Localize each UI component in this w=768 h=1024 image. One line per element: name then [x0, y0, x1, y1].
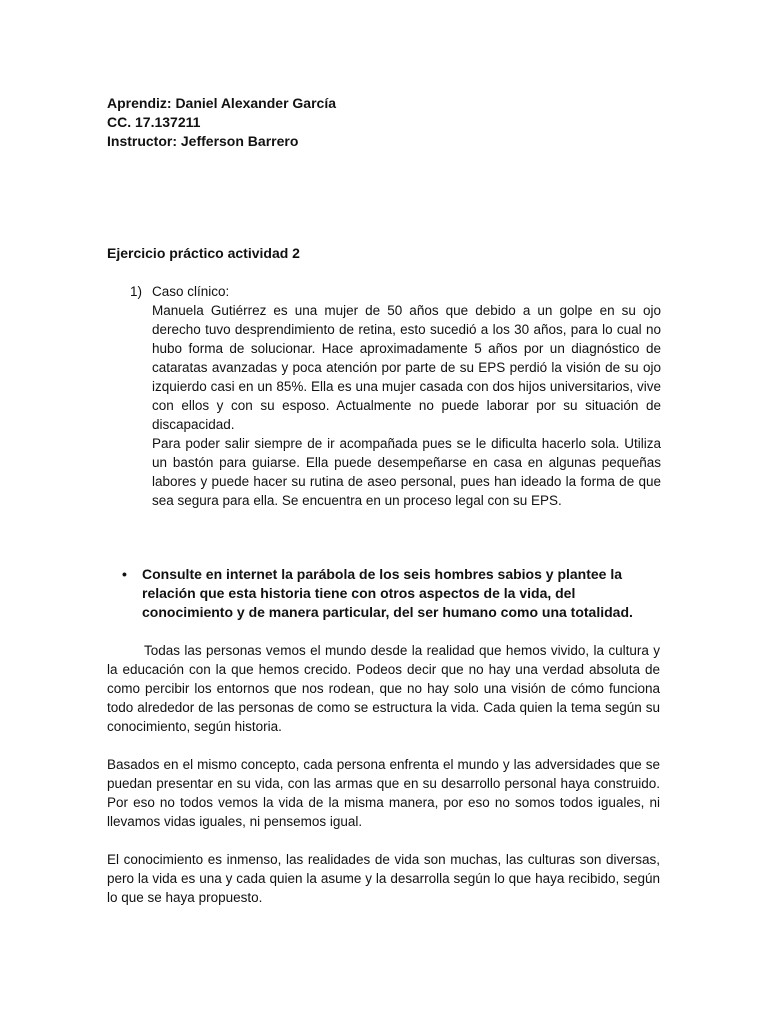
exercise-title: Ejercicio práctico actividad 2	[107, 245, 300, 261]
bullet-marker: •	[122, 566, 127, 582]
case-label: Caso clínico:	[152, 284, 230, 299]
case-paragraph-1: Manuela Gutiérrez es una mujer de 50 años que debido a un golpe en su ojo derecho tuvo desprendimiento de retina, esto sucedió a los 30 años, para lo cual no hubo forma de solucionar. Hace aproximadamente 5 años por un diagnóstico de cataratas avanzadas y poca atención por parte de su EPS perdió la visión de su ojo izquierdo casi en un 85%. Ella es una mujer casada con dos hijos universitarios, vive con ellos y con su esposo. Actualmente no puede laborar por su situación de discapacidad.	[152, 303, 661, 432]
question-text: Consulte en internet la parábola de los seis hombres sabios y plantee la relación que esta historia tiene con otros aspectos de la vida, del conocimiento y de manera particular, del ser humano como una totalidad.	[142, 566, 633, 620]
list-number: 1)	[130, 284, 143, 299]
student-id: CC. 17.137211	[107, 114, 201, 130]
instructor-name: Instructor: Jefferson Barrero	[107, 133, 299, 149]
case-paragraph-2: Para poder salir siempre de ir acompañada pues se le dificulta hacerlo sola. Utiliza un bastón para guiarse. Ella puede desempeñarse en casa en algunas pequeñas labores y puede hacer su rutina de aseo personal, pues han ideado la forma de que sea segura para ella. Se encuentra en un proceso legal con su EPS.	[152, 436, 661, 508]
student-name: Aprendiz: Daniel Alexander García	[107, 95, 336, 111]
document-header	[107, 94, 336, 151]
answer-paragraph-3: El conocimiento es inmenso, las realidades de vida son muchas, las culturas son diversas, pero la vida es una y cada quien la asume y la desarrolla según lo que haya recibido, según lo que se haya propuesto.	[107, 852, 660, 905]
answer-paragraph-2: Basados en el mismo concepto, cada persona enfrenta el mundo y las adversidades que se puedan presentar en su vida, con las armas que en su desarrollo personal haya construido. Por eso no todos vemos la vida de la misma manera, por eso no somos todos iguales, ni llevamos vidas iguales, ni pensemos igual.	[107, 757, 660, 829]
answer-paragraph-1: Todas las personas vemos el mundo desde la realidad que hemos vivido, la cultura y la educación con la que hemos crecido. Podeos decir que no hay una verdad absoluta de como percibir los entornos que nos rodean, que no hay solo una visión de cómo funciona todo alrededor de las personas de como se estructura la vida. Cada quien la tema según su conocimiento, según historia.	[107, 643, 660, 734]
